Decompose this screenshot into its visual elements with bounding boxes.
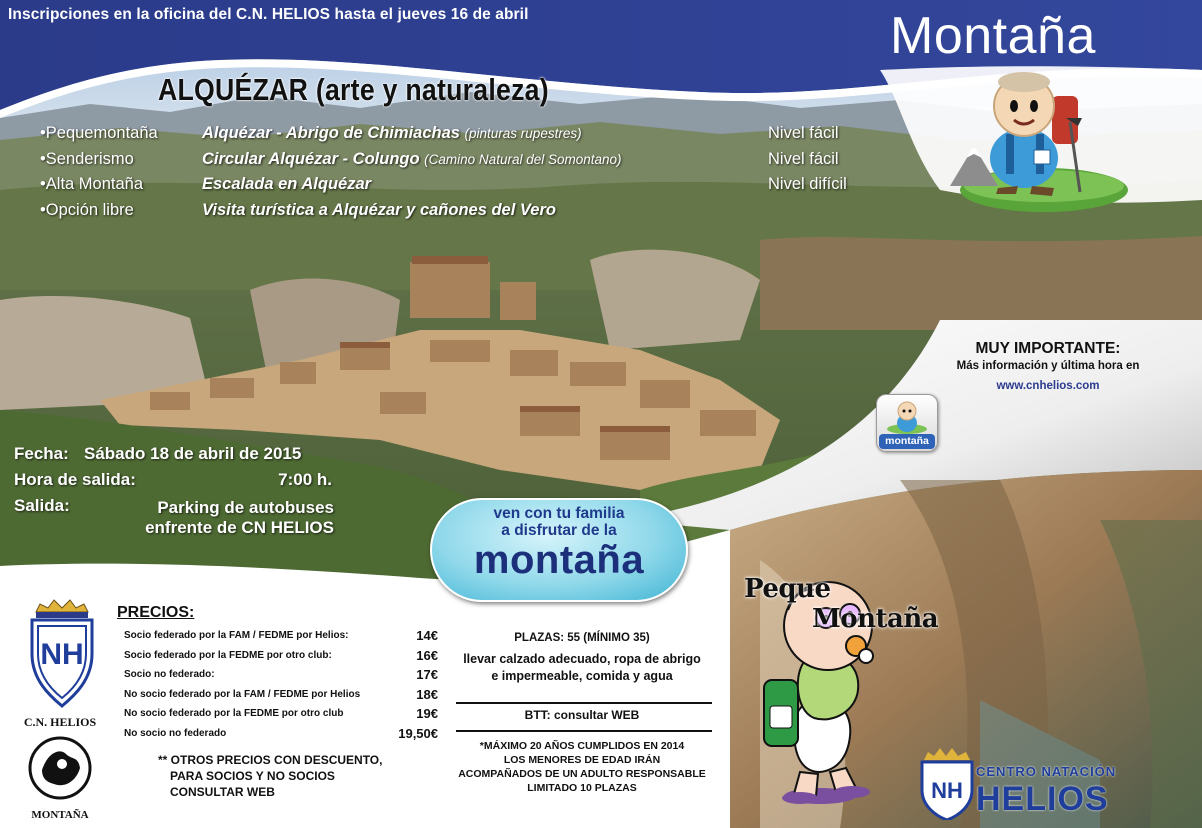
svg-text:C.N. HELIOS: C.N. HELIOS (23, 715, 97, 729)
activity-category: •Senderismo (40, 149, 134, 168)
helios-title: HELIOS (976, 780, 1109, 818)
price-row (124, 648, 438, 668)
helios-subtitle: CENTRO NATACIÓN (976, 764, 1117, 779)
montana-app-icon[interactable] (876, 394, 938, 452)
important-title: MUY IMPORTANTE: (975, 340, 1121, 357)
activity-row (40, 124, 880, 150)
activity-route: Escalada en Alquézar (202, 175, 372, 193)
family-highlight: montaña (473, 538, 645, 582)
event-title: ALQUÉZAR (arte y naturaleza) (158, 72, 549, 107)
cn-helios-shield-icon (22, 598, 102, 708)
plazas-title: PLAZAS: 55 (MÍNIMO 35) (514, 632, 650, 644)
price-row (124, 667, 438, 687)
btt-note: BTT: consultar WEB (524, 708, 640, 722)
price-row (124, 726, 438, 746)
price-value: 19,50€ (398, 725, 438, 741)
equipment-line: e impermeable, comida y agua (491, 669, 673, 683)
departure-time-row (14, 470, 344, 496)
price-label: Socio federado por la FEDME por otro club: (124, 649, 332, 661)
date-label: Fecha: (14, 444, 69, 463)
activity-row (40, 175, 880, 201)
montana-label: Montaña (812, 604, 939, 634)
price-row (124, 706, 438, 726)
website-link[interactable]: www.cnhelios.com (996, 380, 1100, 392)
departure-time-value: 7:00 h. (278, 470, 332, 489)
prices-table (124, 628, 438, 745)
activity-category: •Pequemontaña (40, 124, 158, 142)
price-value: 16€ (416, 647, 438, 663)
restriction-line: *MÁXIMO 20 AÑOS CUMPLIDOS EN 2014 (479, 740, 685, 752)
departure-place-value (14, 498, 334, 538)
activity-note: (pinturas rupestres) (464, 126, 582, 141)
activity-route: Visita turística a Alquézar y cañones del Vero (202, 200, 556, 219)
price-row (124, 628, 438, 648)
price-value: 14€ (416, 628, 438, 643)
important-subtitle: Más información y última hora en (956, 360, 1140, 372)
price-value: 18€ (416, 686, 438, 702)
plazas-info (452, 632, 712, 685)
activity-level: Nivel fácil (768, 124, 839, 142)
restriction-line: LIMITADO 10 PLAZAS (527, 782, 637, 794)
app-label: montaña (879, 434, 935, 449)
svg-text:MONTAÑA: MONTAÑA (31, 809, 89, 821)
price-value: 19€ (416, 706, 438, 721)
equipment-line: llevar calzado adecuado, ropa de abrigo (463, 652, 701, 666)
departure-place-line: enfrente de CN HELIOS (145, 518, 334, 537)
price-notes (158, 752, 418, 800)
price-note-line: ** OTROS PRECIOS CON DESCUENTO, (158, 753, 383, 767)
activity-level: Nivel fácil (768, 149, 839, 168)
activity-note: (Camino Natural del Somontano) (424, 151, 622, 167)
activity-row (40, 201, 880, 227)
date-row (14, 444, 344, 470)
activity-row (40, 150, 880, 176)
montana-seal-icon (20, 712, 100, 824)
svg-text:NH: NH (40, 638, 84, 671)
activity-category: •Opción libre (40, 200, 134, 219)
date-value: Sábado 18 de abril de 2015 (84, 444, 302, 463)
prices-title: PRECIOS: (117, 604, 195, 621)
price-label: No socio federado por la FAM / FEDME por Helios (124, 688, 361, 700)
family-line: ven con tu familia (493, 505, 625, 522)
section-title: Montaña (890, 7, 1096, 65)
price-row (124, 687, 438, 707)
registration-notice: Inscripciones en la oficina del C.N. HELIOS hasta el jueves 16 de abril (8, 6, 529, 23)
price-label: No socio no federado (124, 727, 227, 739)
svg-text:NH: NH (931, 778, 963, 803)
activity-route: Alquézar - Abrigo de Chimiachas (pinturas rupestres) (202, 124, 582, 142)
departure-place-line: Parking de autobuses (157, 498, 334, 517)
age-restriction (444, 739, 720, 795)
trip-info (14, 444, 344, 540)
peque-label: Peque (744, 574, 831, 604)
hiker-mascot-icon (940, 62, 1140, 222)
activity-route: Circular Alquézar - Colungo (Camino Natural del Somontano) (202, 149, 622, 168)
price-value: 17€ (416, 667, 438, 682)
departure-time-label: Hora de salida: (14, 470, 136, 489)
price-label: No socio federado por la FEDME por otro club (124, 708, 344, 719)
price-label: Socio federado por la FAM / FEDME por Helios: (124, 630, 349, 641)
mascot-icon (877, 397, 937, 437)
activity-level: Nivel difícil (768, 175, 847, 193)
family-line: a disfrutar de la (501, 522, 617, 539)
price-label: Socio no federado: (124, 669, 215, 680)
departure-place-label: Salida: (14, 496, 70, 515)
family-bubble (430, 498, 688, 602)
activity-category: •Alta Montaña (40, 175, 144, 193)
price-note-line: CONSULTAR WEB (170, 785, 275, 799)
activities-list (40, 124, 880, 226)
restriction-line: ACOMPAÑADOS DE UN ADULTO RESPONSABLE (458, 768, 706, 780)
departure-place-row (14, 496, 344, 540)
restriction-line: LOS MENORES DE EDAD IRÁN (503, 754, 661, 766)
price-note-line: PARA SOCIOS Y NO SOCIOS (170, 769, 335, 783)
